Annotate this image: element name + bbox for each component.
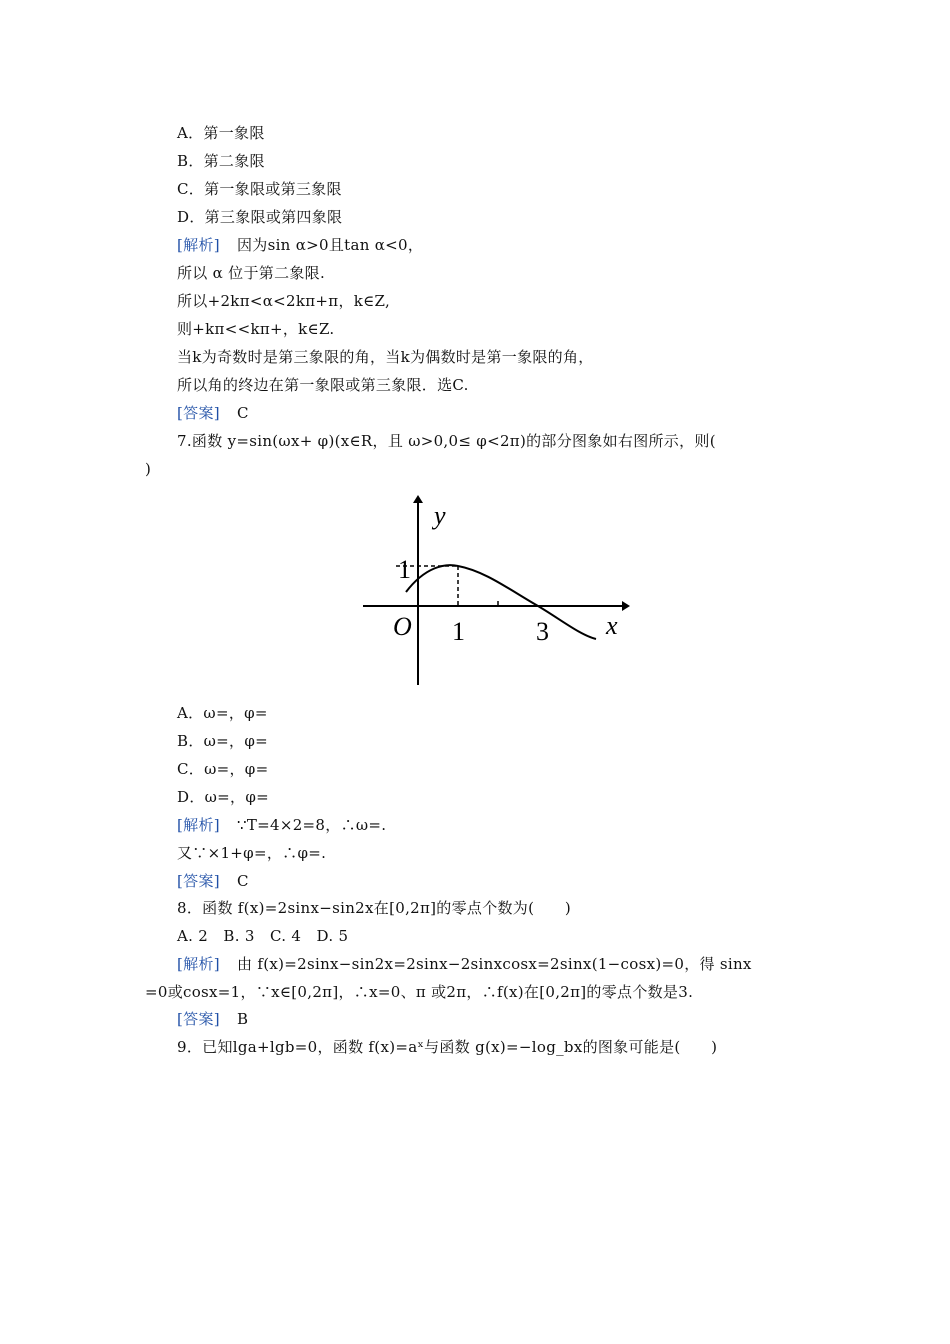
q8-options: A. 2 B. 3 C. 4 D. 5 xyxy=(177,927,349,945)
q7-analysis-line-1 xyxy=(177,815,386,835)
q7-analysis-text-1: ∵T=4×2=8，∴ω=. xyxy=(236,816,387,834)
q8-analysis-line-2: =0或cosx=1，∵x∈[0,2π]，∴x=0、π 或2π，∴f(x)在[0,2π]的零点个数是3. xyxy=(145,983,694,1001)
x-axis-label: x xyxy=(606,611,618,640)
q7-analysis-line-2: 又∵×1+φ=，∴φ=. xyxy=(177,844,327,862)
q7-answer-tag: [答案] xyxy=(177,872,220,890)
q6-analysis-line-2: 所以 α 位于第二象限. xyxy=(177,264,326,282)
q7-answer-line xyxy=(177,871,249,891)
x-tick-label-3: 3 xyxy=(536,617,549,646)
q6-option-c: C．第一象限或第三象限 xyxy=(177,180,342,198)
x-axis-arrow-icon xyxy=(622,601,630,611)
q6-analysis-line-3: 所以+2kπ<α<2kπ+π，k∈Z, xyxy=(177,292,391,310)
q6-analysis-tag: [解析] xyxy=(177,236,220,254)
q6-analysis-text-1: 因为sin α>0且tan α<0， xyxy=(236,236,424,254)
q7-option-b: B．ω=，φ= xyxy=(177,732,268,750)
q6-option-b: B．第二象限 xyxy=(177,152,265,170)
q6-answer-value: C xyxy=(236,404,249,422)
q7-stem-line-2: ) xyxy=(145,460,152,478)
q7-analysis-tag: [解析] xyxy=(177,816,220,834)
q7-stem-line-1: 7.函数 y=sin(ωx+ φ)(x∈R，且 ω>0,0≤ φ<2π)的部分图象如右图所示，则( xyxy=(177,432,716,450)
q8-analysis-tag: [解析] xyxy=(177,955,220,973)
sine-curve xyxy=(406,565,596,639)
q6-option-d: D．第三象限或第四象限 xyxy=(177,208,343,226)
q6-answer-line xyxy=(177,403,249,423)
q8-analysis-line-1 xyxy=(177,954,752,974)
q6-answer-tag: [答案] xyxy=(177,404,220,422)
q8-answer-tag: [答案] xyxy=(177,1010,220,1028)
q7-option-c: C．ω=，φ= xyxy=(177,760,269,778)
origin-label: O xyxy=(393,612,412,641)
q9-stem: 9．已知lga+lgb=0，函数 f(x)=aˣ与函数 g(x)=−log_bx的图象可能是( ) xyxy=(177,1038,718,1056)
q7-option-d: D．ω=，φ= xyxy=(177,788,269,806)
q6-analysis-line-4: 则+kπ<<kπ+，k∈Z. xyxy=(177,320,335,338)
y-axis-arrow-icon xyxy=(413,495,423,503)
q6-analysis-line-6: 所以角的终边在第一象限或第三象限．选C. xyxy=(177,376,469,394)
q8-answer-line xyxy=(177,1009,248,1029)
q8-stem: 8．函数 f(x)=2sinx−sin2x在[0,2π]的零点个数为( ) xyxy=(177,899,572,917)
q6-analysis-line-1 xyxy=(177,235,423,255)
q8-answer-value: B xyxy=(236,1010,249,1028)
sine-graph-figure xyxy=(360,495,630,685)
q6-option-a: A．第一象限 xyxy=(177,124,265,142)
q7-answer-value: C xyxy=(236,872,249,890)
y-tick-label-1: 1 xyxy=(398,555,411,584)
x-tick-label-1: 1 xyxy=(452,617,465,646)
q6-analysis-line-5: 当k为奇数时是第三象限的角，当k为偶数时是第一象限的角， xyxy=(177,348,594,366)
q8-analysis-text-1: 由 f(x)=2sinx−sin2x=2sinx−2sinxcosx=2sinx(1−cosx)=0，得 sinx xyxy=(236,955,752,973)
y-axis-label: y xyxy=(434,501,446,530)
q7-option-a: A．ω=，φ= xyxy=(177,704,268,722)
